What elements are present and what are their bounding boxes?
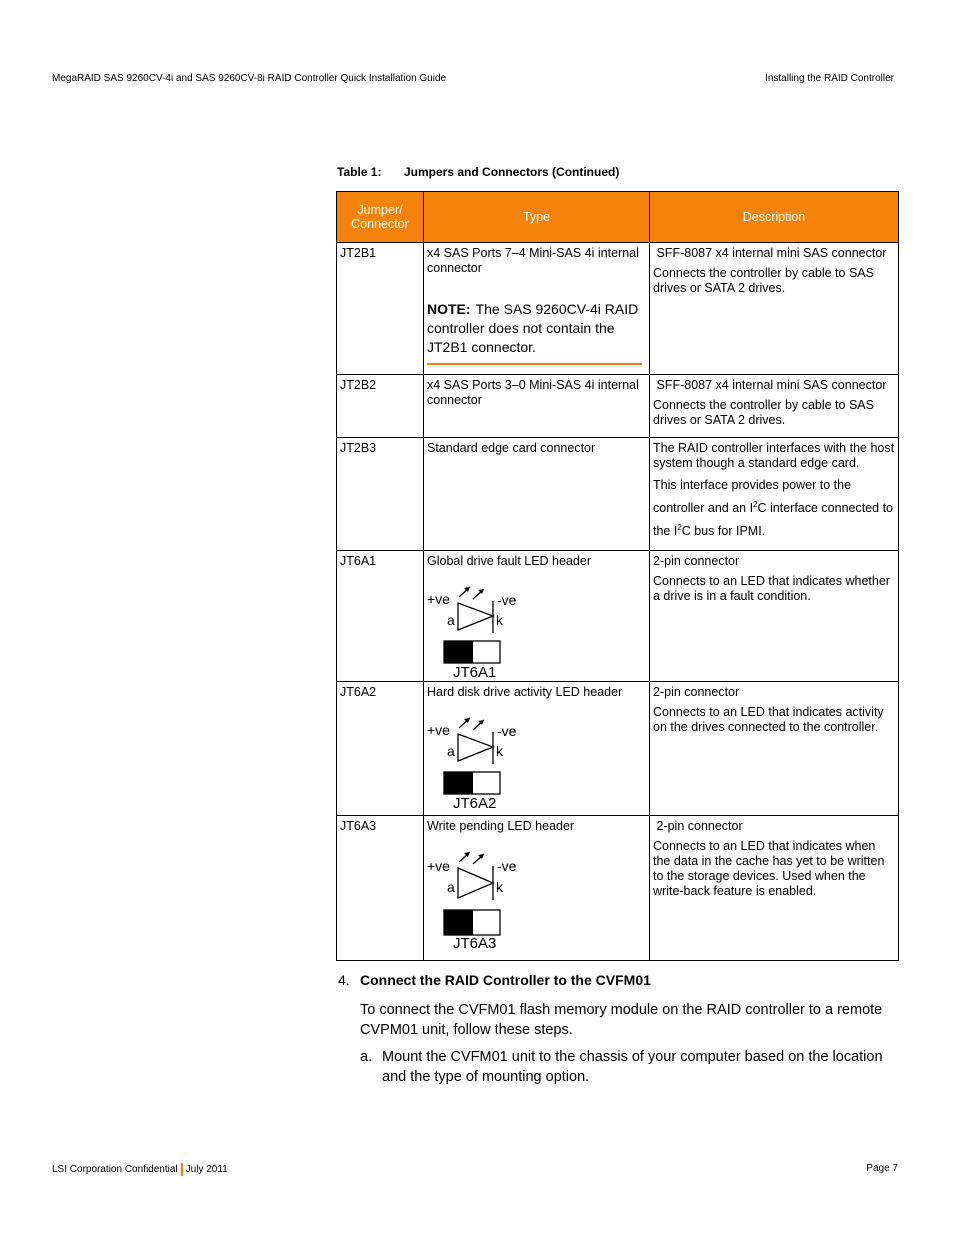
row-description: [650, 551, 899, 682]
led-header-diagram: [427, 706, 527, 813]
positive-label: +ve: [427, 858, 450, 875]
footer-date: July 2011: [185, 1164, 228, 1176]
row-type: [424, 682, 650, 816]
desc-line: Connects the controller by cable to SAS drives or SATA 2 drives.: [653, 266, 874, 295]
substep-letter: a.: [360, 1049, 373, 1065]
superscript: 2: [677, 523, 682, 533]
row-type: [424, 816, 650, 961]
table-caption: [337, 165, 619, 179]
row-type: Standard edge card connector: [424, 438, 650, 551]
led-header-diagram: [427, 840, 527, 953]
desc-line: [653, 476, 895, 541]
desc-line: 2-pin connector: [653, 554, 740, 569]
superscript: 2: [753, 500, 758, 509]
type-text: Write pending LED header: [427, 819, 575, 834]
anode-label: a: [447, 743, 455, 760]
desc-part: C bus for IPMI.: [681, 524, 766, 539]
footer-separator: [181, 1163, 183, 1176]
footer-left: [52, 1163, 228, 1176]
row-id: JT2B3: [337, 438, 424, 551]
header-type: Type: [424, 192, 650, 243]
table-row: [337, 551, 899, 682]
row-description: [650, 438, 899, 551]
table-row: [337, 243, 899, 375]
desc-line: Connects to an LED that indicates whether a drive is in a fault condition.: [653, 574, 890, 604]
negative-label: -ve: [497, 723, 517, 740]
row-id: JT2B1: [337, 243, 424, 375]
led-header-diagram: [427, 575, 527, 682]
type-text: x4 SAS Ports 7–4 Mini-SAS 4i internal connector: [427, 246, 639, 275]
desc-line: SFF-8087 x4 internal mini SAS connector: [653, 246, 887, 260]
table-row: [337, 682, 899, 816]
desc-line: 2-pin connector: [653, 685, 740, 700]
desc-part: C interface connected to the I: [653, 501, 894, 539]
desc-line: Connects to an LED that indicates activity on the drives connected to the controller.: [653, 705, 884, 735]
step-paragraph: To connect the CVFM01 flash memory module on the RAID controller to a remote CVPM01 unit, follow these steps.: [360, 1002, 883, 1038]
jumpers-table: [336, 191, 899, 961]
header-section: Installing the RAID Controller: [765, 73, 894, 84]
substep-text: Mount the CVFM01 unit to the chassis of your computer based on the location and the type of mounting option.: [382, 1049, 883, 1085]
row-id: JT2B2: [337, 375, 424, 438]
header-title: MegaRAID SAS 9260CV-4i and SAS 9260CV-8i RAID Controller Quick Installation Guide: [52, 73, 447, 84]
step-title: Connect the RAID Controller to the CVFM01: [360, 972, 651, 988]
row-type: [424, 551, 650, 682]
type-text: Hard disk drive activity LED header: [427, 685, 623, 700]
row-id: JT6A2: [337, 682, 424, 816]
desc-line: Connects the controller by cable to SAS drives or SATA 2 drives.: [653, 398, 874, 427]
table-header-row: [337, 192, 899, 243]
positive-label: +ve: [427, 722, 450, 739]
row-description: [650, 375, 899, 438]
row-id: JT6A3: [337, 816, 424, 961]
cathode-label: k: [496, 879, 503, 896]
note-box: [427, 300, 642, 365]
step-heading: [338, 972, 651, 988]
cathode-label: k: [496, 743, 503, 760]
negative-label: -ve: [497, 592, 517, 609]
page-number: Page 7: [866, 1163, 898, 1174]
row-id: JT6A1: [337, 551, 424, 682]
table-row: [337, 816, 899, 961]
negative-label: -ve: [497, 858, 517, 875]
anode-label: a: [447, 879, 455, 896]
desc-line: SFF-8087 x4 internal mini SAS connector: [653, 378, 887, 392]
diagram-label: JT6A3: [453, 935, 497, 953]
table-number: Table 1:: [337, 165, 382, 179]
desc-line: Connects to an LED that indicates when the data in the cache has yet to be written to the storage devices. Used when the write-back feature is enabled.: [653, 839, 885, 899]
anode-label: a: [447, 612, 455, 629]
note-text: The SAS 9260CV-4i RAID controller does not contain the JT2B1 connector.: [427, 301, 639, 355]
desc-line: The RAID controller interfaces with the host system though a standard edge card.: [653, 441, 895, 470]
footer-confidential: LSI Corporation Confidential: [52, 1164, 178, 1176]
desc-part: This interface provides power to the controller and an I: [653, 478, 852, 516]
step-number: 4.: [338, 972, 350, 988]
diagram-label: JT6A2: [453, 795, 497, 813]
positive-label: +ve: [427, 591, 450, 608]
table-row: [337, 438, 899, 551]
note-label: NOTE:: [427, 301, 471, 317]
row-type: [424, 243, 650, 375]
header-description: Description: [650, 192, 899, 243]
table-row: [337, 375, 899, 438]
row-type: x4 SAS Ports 3–0 Mini-SAS 4i internal connector: [424, 375, 650, 438]
type-text: Global drive fault LED header: [427, 554, 591, 569]
row-description: [650, 816, 899, 961]
table-title: Jumpers and Connectors (Continued): [404, 165, 620, 179]
desc-line: 2-pin connector: [653, 819, 743, 834]
row-description: [650, 243, 899, 375]
cathode-label: k: [496, 612, 503, 629]
diagram-label: JT6A1: [453, 664, 497, 682]
row-description: [650, 682, 899, 816]
substep: [360, 1047, 900, 1087]
header-jumper: Jumper/ Connector: [337, 192, 424, 243]
